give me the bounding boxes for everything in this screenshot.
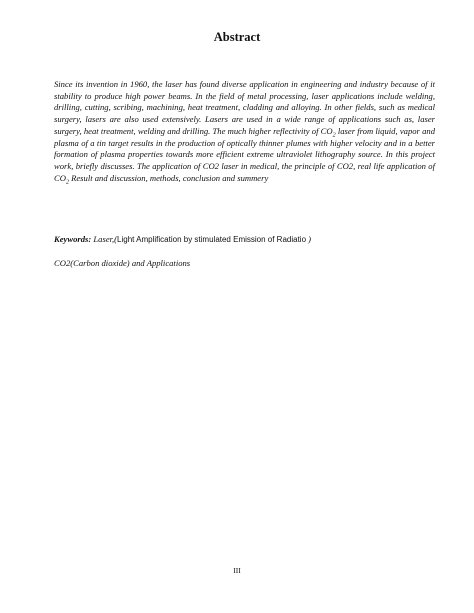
keywords-label: Keywords: [54, 234, 92, 244]
abstract-text-part-1: Since its invention in 1960, the laser has found diverse application in engineering and industry because of it stability to produce high power beams. In the field of metal processing, laser applications include welding, drilling, cutting, scribing, machining, heat treatment, cladding and alloying. In other fields, such as medical surgery, lasers are also used extensively. Lasers are used in a wide range of applications such as, laser surgery, heat treatment, welding and drilling. The much higher reflectivity of CO [54, 79, 435, 136]
keyword-laser-expansion: Light Amplification by stimulated Emission of Radiatio [117, 235, 307, 244]
page-number: III [233, 566, 241, 575]
abstract-text-part-3: Result and discussion, methods, conclusion and summery [68, 172, 269, 183]
co2-subscript-1: 2 [332, 132, 336, 139]
co2-subscript-2: 2 [65, 179, 69, 186]
keyword-close-paren: ) [306, 234, 312, 244]
keywords-line-2: CO2(Carbon dioxide) and Applications [54, 258, 191, 268]
abstract-paragraph [54, 79, 435, 184]
keyword-laser: Laser,( [91, 234, 118, 244]
keywords-line [54, 234, 435, 245]
abstract-text-part-2: laser from liquid, vapor and plasma of a tin target results in the production of optically thinner plumes with higher velocity and in a better formation of plasma properties towards more efficient extreme ultraviolet lithography source. In this project work, briefly discusses. The application of CO2 laser in medical, the principle of CO2, real life application of CO [54, 125, 435, 183]
abstract-heading: Abstract [213, 30, 261, 44]
